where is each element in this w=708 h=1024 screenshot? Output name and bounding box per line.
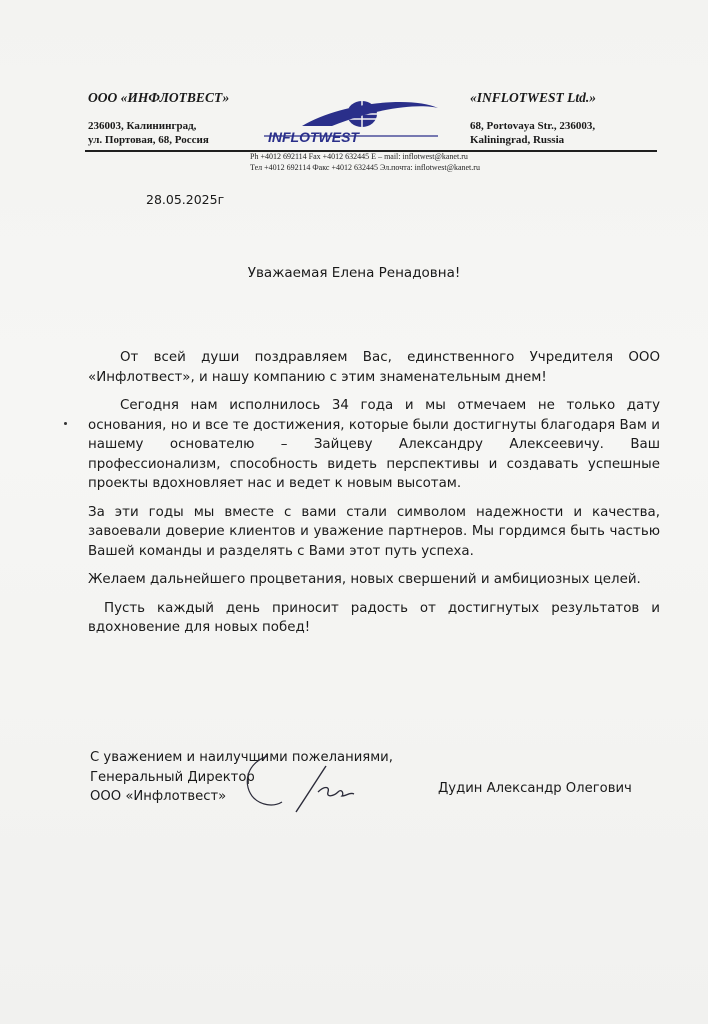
closing-company: ООО «Инфлотвест» — [90, 789, 227, 804]
address-en-line2: Kaliningrad, Russia — [470, 134, 565, 146]
address-ru-line1: 236003, Калининград, — [88, 120, 197, 132]
closing-title: Генеральный Директор — [90, 769, 255, 785]
paragraph-5: Пусть каждый день приносит радость от достигнутых результатов и вдохновение для новых побед! — [88, 600, 660, 635]
handwritten-signature — [238, 752, 368, 817]
address-ru-line2: ул. Портовая, 68, Россия — [88, 134, 209, 146]
letterhead-left — [88, 90, 229, 147]
greeting: Уважаемая Елена Ренадовна! — [247, 265, 461, 281]
letter-body — [88, 348, 660, 647]
company-name-en: «INFLOTWEST Ltd.» — [470, 90, 597, 105]
paragraph-2: Сегодня нам исполнилось 34 года и мы отмечаем не только дату основания, но и все те достижения, которые были достигнуты благодаря Вам и нашему основателю – Зайцеву Александру Алексеевичу. Ваш профессионализм, способность видеть перспективы и создавать успешные проекты вдохновляет нас и ведет к новым высотам. — [88, 398, 660, 491]
letterhead-right — [470, 90, 596, 147]
paragraph-3: За эти годы мы вместе с вами стали символом надежности и качества, завоевали доверие клиентов и уважение партнеров. Мы гордимся быть частью Вашей команды и разделять с Вами этот путь успеха. — [88, 504, 660, 559]
logo-text: INFLOTWEST — [268, 129, 359, 145]
company-name-ru: ООО «ИНФЛОТВЕСТ» — [88, 90, 230, 105]
company-logo — [262, 96, 440, 148]
address-ru — [88, 119, 229, 147]
address-en-line1: 68, Portovaya Str., 236003, — [470, 120, 596, 132]
closing-line-1: С уважением и наилучшими пожеланиями, — [90, 750, 393, 765]
address-en — [470, 119, 596, 147]
signer-name: Дудин Александр Олегович — [438, 781, 632, 796]
paragraph-1: От всей души поздравляем Вас, единственного Учредителя ООО «Инфлотвест», и нашу компанию с этим знаменательным днем! — [88, 350, 660, 385]
letterhead-contacts — [250, 151, 550, 173]
letter-date: 28.05.2025г — [146, 192, 225, 207]
contacts-en: Ph +4012 692114 Fax +4012 632445 E – mail: inflotwest@kanet.ru — [250, 152, 468, 161]
paragraph-4: Желаем дальнейшего процветания, новых свершений и амбициозных целей. — [88, 572, 641, 587]
contacts-ru: Тел +4012 692114 Факс +4012 632445 Эл.почта: inflotwest@kanet.ru — [250, 163, 480, 172]
paper-speck — [64, 422, 67, 425]
